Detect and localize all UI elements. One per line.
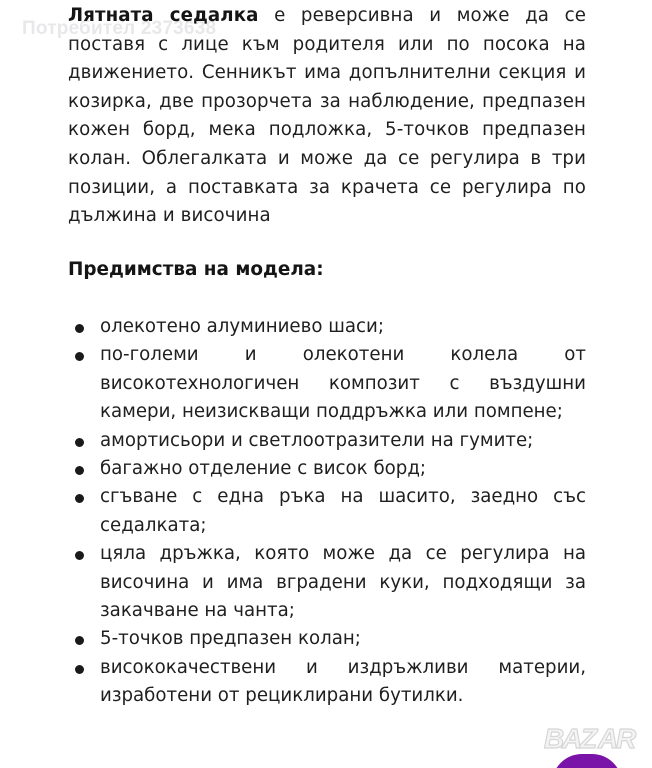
list-item — [68, 483, 586, 540]
list-item — [68, 313, 586, 341]
bullet-icon — [75, 352, 84, 361]
list-item-text: цяла дръжка, която може да се регулира на височина и има вградени куки, подходящи за закачване на чанта; — [100, 543, 586, 622]
bullet-icon — [75, 665, 84, 674]
list-item-text: сгъване с една ръка на шасито, заедно със седалката; — [100, 486, 586, 536]
svg-text:B: B — [544, 723, 565, 754]
bullet-icon — [75, 636, 84, 645]
list-item — [68, 654, 586, 711]
list-item-text: олекотено алуминиево шаси; — [100, 316, 384, 337]
list-item — [68, 625, 586, 653]
bullet-icon — [75, 324, 84, 333]
list-item-text: висококачествени и издръжливи материи, изработени от рециклирани бутилки. — [100, 656, 586, 707]
list-item-text: амортисьори и светлоотразители на гумите; — [100, 429, 534, 451]
bullet-icon — [75, 438, 84, 447]
advantages-heading: Предимства на модела: — [68, 259, 324, 280]
svg-text:R: R — [616, 723, 637, 754]
list-item-text: по-големи и олекотени колела от високотехнологичен композит с въздушни камери, неизискващи поддръжка или помпене; — [100, 344, 586, 423]
bullet-icon — [75, 551, 84, 560]
bullet-icon — [75, 466, 84, 475]
description-paragraph — [68, 2, 586, 231]
brand-accent-shape — [552, 754, 622, 768]
svg-text:Z: Z — [580, 723, 598, 754]
bullet-icon — [75, 494, 84, 503]
list-item — [68, 341, 586, 426]
product-description — [68, 2, 586, 707]
svg-text:A: A — [562, 723, 583, 754]
svg-text:A: A — [598, 723, 619, 754]
list-item — [68, 455, 586, 483]
description-text: е реверсивна и може да се поставя с лице към родителя или по посока на движението. Сенникът има допълнителни секция и козирка, две прозорчета за наблюдение, предпазен кожен борд, мека подложка, 5-точков предпазен колан. Облегалката и може да се регулира в три позиции, а поставката за крачета се регулира по дължина и височина — [68, 5, 586, 227]
list-item-text: багажно отделение с висок борд; — [100, 458, 427, 480]
list-item — [68, 427, 586, 455]
list-item — [68, 540, 586, 625]
description-bold-lead: Лятната седалка — [68, 5, 259, 26]
bazar-logo-icon — [540, 718, 640, 754]
list-item-text: 5-точков предпазен колан; — [100, 628, 361, 650]
advantages-list — [68, 313, 586, 711]
user-watermark: Потребител 2373638 — [22, 18, 217, 39]
